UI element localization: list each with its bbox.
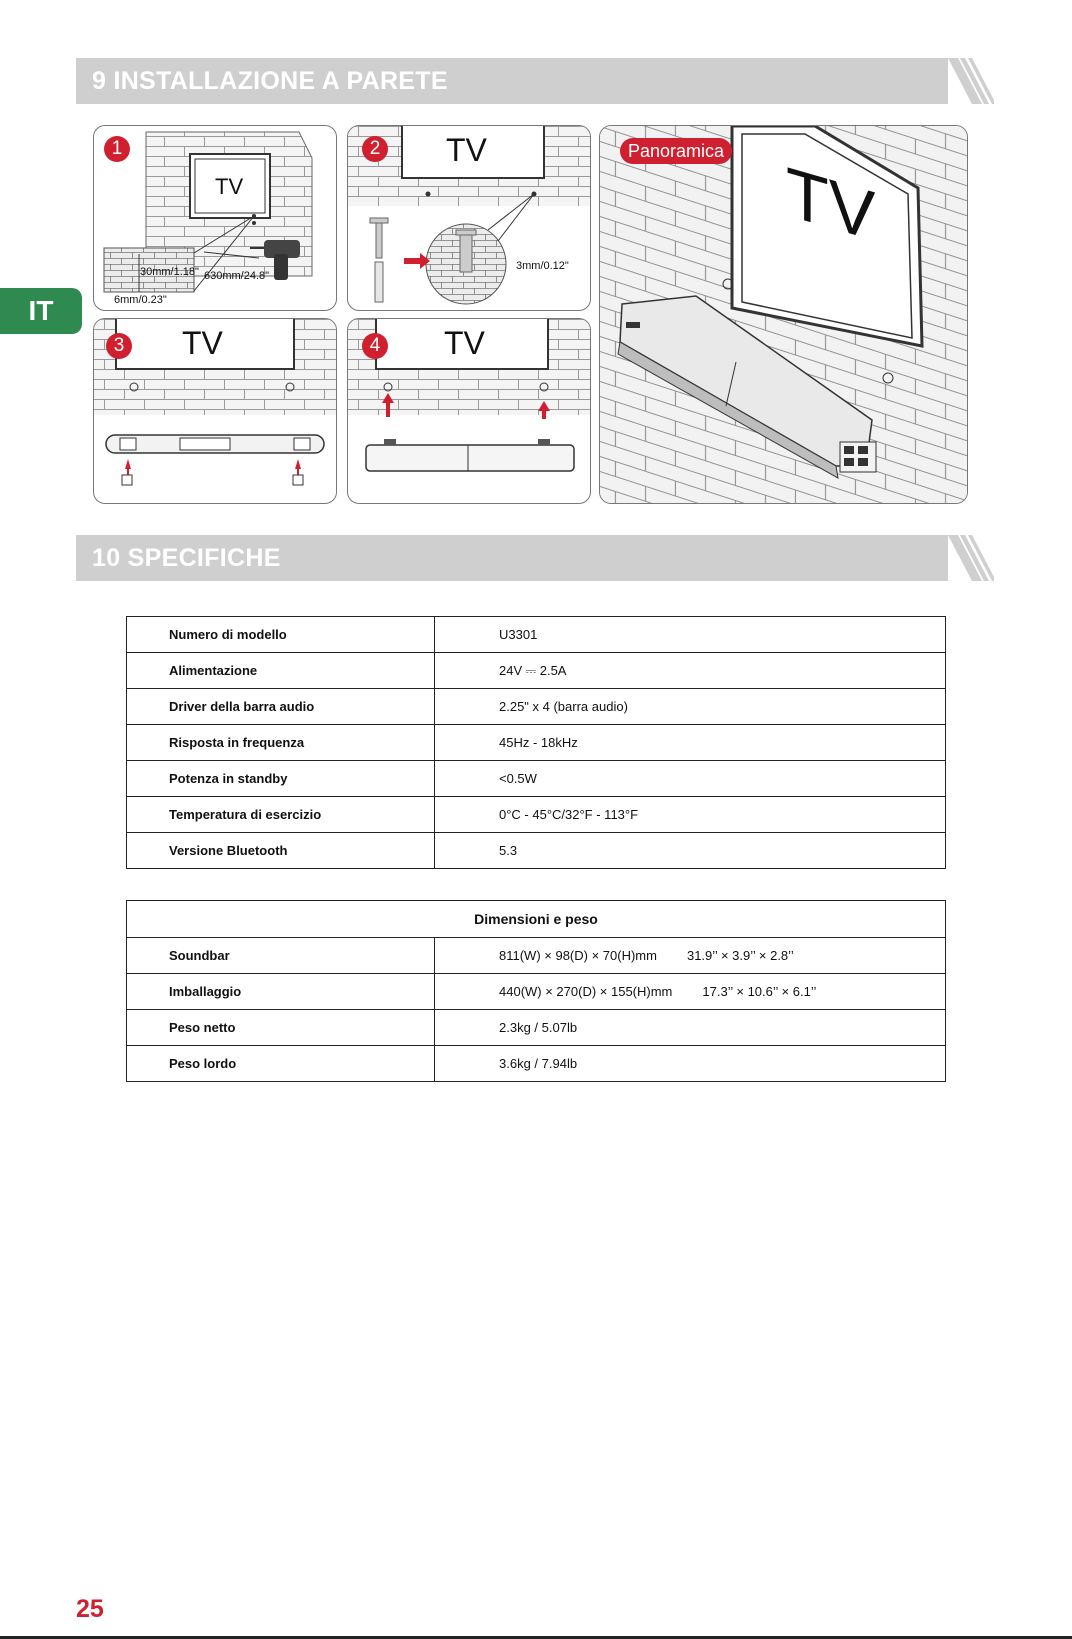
screw-gap-label: 3mm/0.12" (516, 260, 569, 272)
install-step-3-panel (93, 318, 337, 504)
section-title: 9 INSTALLAZIONE A PARETE (92, 67, 448, 95)
spec-label: Alimentazione (127, 653, 435, 689)
section-header-installation (76, 58, 994, 104)
table-row (127, 725, 946, 761)
spec-label: Numero di modello (127, 617, 435, 653)
table-header-row (127, 901, 946, 938)
spec-value: <0.5W (435, 761, 946, 797)
table-row (127, 761, 946, 797)
tv-label: TV (182, 325, 223, 361)
step-3-badge: 3 (106, 333, 132, 359)
tv-label: TV (215, 174, 244, 199)
table-row (127, 974, 946, 1010)
spec-label: Versione Bluetooth (127, 833, 435, 869)
overview-badge: Panoramica (620, 138, 732, 164)
dimension-metric: 2.3kg / 5.07lb (499, 1020, 578, 1035)
overview-illustration (600, 126, 967, 503)
step-2-badge: 2 (362, 136, 388, 162)
tv-label: TV (446, 132, 487, 168)
dimension-label: Imballaggio (127, 974, 435, 1010)
table-row (127, 938, 946, 974)
table-row (127, 797, 946, 833)
step-4-badge: 4 (362, 333, 388, 359)
dimension-label: Peso lordo (127, 1046, 435, 1082)
dimension-metric: 440(W) × 270(D) × 155(H)mm (499, 984, 673, 999)
dimension-imperial: 17.3’’ × 10.6’’ × 6.1’’ (702, 984, 817, 999)
spec-label: Potenza in standby (127, 761, 435, 797)
stripes-decoration (948, 535, 994, 581)
language-tab: IT (0, 288, 82, 334)
dimension-metric: 3.6kg / 7.94lb (499, 1056, 578, 1071)
install-step-1-panel (93, 125, 337, 311)
spec-value: 0°C - 45°C/32°F - 113°F (435, 797, 946, 833)
tv-label: TV (786, 152, 876, 256)
spec-value: 2.25" x 4 (barra audio) (435, 689, 946, 725)
table-row (127, 1046, 946, 1082)
dim-vertical-label: 30mm/1.18" (140, 266, 199, 278)
drill-size-label: 6mm/0.23" (114, 294, 167, 306)
table-row (127, 833, 946, 869)
dim-horizontal-label: 630mm/24.8" (204, 270, 270, 282)
section-title: 10 SPECIFICHE (92, 544, 281, 572)
spec-label: Driver della barra audio (127, 689, 435, 725)
dimension-label: Soundbar (127, 938, 435, 974)
section-header-specs (76, 535, 994, 581)
dimensions-header: Dimensioni e peso (127, 901, 946, 938)
spec-value: 45Hz - 18kHz (435, 725, 946, 761)
tv-label: TV (444, 325, 485, 361)
spec-label: Temperatura di esercizio (127, 797, 435, 833)
dimension-imperial: 31.9’’ × 3.9’’ × 2.8’’ (686, 948, 794, 963)
step-1-badge: 1 (104, 136, 130, 162)
dimension-label: Peso netto (127, 1010, 435, 1046)
table-row (127, 1010, 946, 1046)
table-row (127, 653, 946, 689)
spec-table (126, 616, 946, 869)
table-row (127, 689, 946, 725)
dimension-metric: 811(W) × 98(D) × 70(H)mm (499, 948, 657, 963)
spec-value: U3301 (435, 617, 946, 653)
install-step-4-panel (347, 318, 591, 504)
install-step-2-panel (347, 125, 591, 311)
spec-label: Risposta in frequenza (127, 725, 435, 761)
step-1-illustration (94, 126, 336, 310)
install-overview-panel (599, 125, 968, 504)
spec-value: 24V ⎓ 2.5A (435, 653, 946, 689)
table-row (127, 617, 946, 653)
page-number: 25 (76, 1595, 104, 1623)
dimensions-table (126, 900, 946, 1082)
spec-value: 5.3 (435, 833, 946, 869)
stripes-decoration (948, 58, 994, 104)
